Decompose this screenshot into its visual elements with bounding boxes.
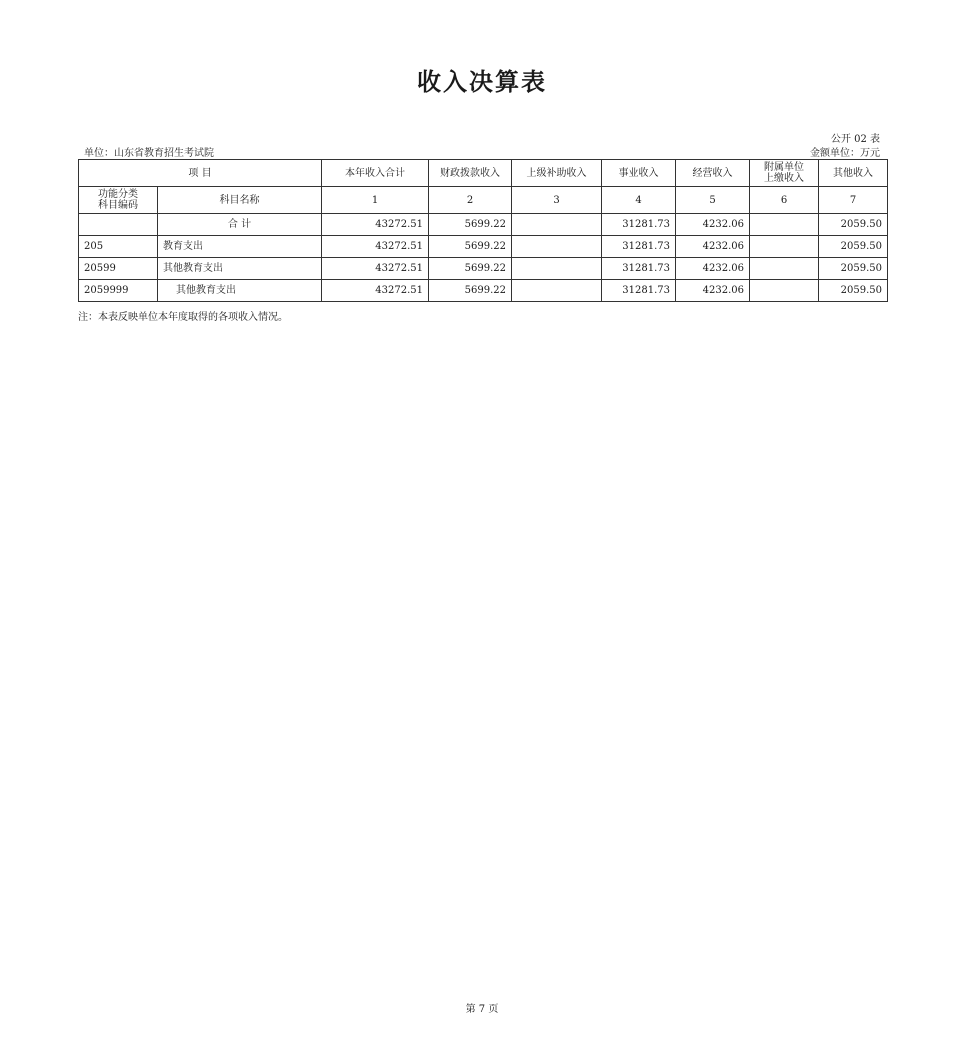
col-header: 本年收入合计: [322, 160, 429, 187]
row-value: [512, 258, 602, 280]
row-value: 2059.50: [819, 214, 888, 236]
row-value: [750, 236, 819, 258]
col-index: 3: [512, 187, 602, 214]
header-item: 项 目: [79, 160, 322, 187]
row-code: 205: [79, 236, 158, 258]
row-value: [750, 280, 819, 302]
row-value: 5699.22: [429, 236, 512, 258]
col-header: 经营收入: [676, 160, 750, 187]
col-header: 上级补助收入: [512, 160, 602, 187]
amount-unit: 金额单位：万元: [810, 148, 880, 159]
col-index: 2: [429, 187, 512, 214]
total-row: [79, 214, 888, 236]
col-header: 财政拨款收入: [429, 160, 512, 187]
table-row: [79, 236, 888, 258]
table-note: 注：本表反映单位本年度取得的各项收入情况。: [78, 312, 288, 323]
form-number: 公开 02 表: [830, 134, 880, 145]
income-table: [78, 159, 888, 302]
row-value: 5699.22: [429, 214, 512, 236]
header-func-code: 功能分类 科目编码: [79, 187, 158, 214]
row-value: 2059.50: [819, 280, 888, 302]
row-value: 5699.22: [429, 280, 512, 302]
row-subject-name: 教育支出: [158, 236, 322, 258]
col-header: 其他收入: [819, 160, 888, 187]
row-value: [750, 258, 819, 280]
row-value: 43272.51: [322, 214, 429, 236]
col-header: 附属单位 上缴收入: [750, 160, 819, 187]
row-value: 4232.06: [676, 214, 750, 236]
row-value: 31281.73: [602, 214, 676, 236]
header-row: [79, 160, 888, 187]
row-value: 5699.22: [429, 258, 512, 280]
row-value: [512, 214, 602, 236]
row-value: 4232.06: [676, 258, 750, 280]
table-row: [79, 258, 888, 280]
row-value: 43272.51: [322, 236, 429, 258]
col-index: 1: [322, 187, 429, 214]
row-value: [750, 214, 819, 236]
row-subject-name: 合 计: [158, 214, 322, 236]
row-subject-name: 其他教育支出: [158, 258, 322, 280]
row-value: [512, 280, 602, 302]
page-title: 收入决算表: [417, 67, 547, 96]
row-value: 43272.51: [322, 258, 429, 280]
row-value: 4232.06: [676, 236, 750, 258]
row-value: 2059.50: [819, 258, 888, 280]
row-value: 4232.06: [676, 280, 750, 302]
col-index: 4: [602, 187, 676, 214]
row-code: [79, 214, 158, 236]
unit-row: [84, 144, 880, 158]
col-index: 7: [819, 187, 888, 214]
row-value: 31281.73: [602, 236, 676, 258]
row-subject-name: 其他教育支出: [158, 280, 322, 302]
header-subject-name: 科目名称: [158, 187, 322, 214]
col-header: 事业收入: [602, 160, 676, 187]
unit-label: 单位：山东省教育招生考试院: [84, 148, 214, 159]
page-number: 第 7 页: [465, 1004, 499, 1015]
row-value: 2059.50: [819, 236, 888, 258]
row-value: 31281.73: [602, 258, 676, 280]
table-row: [79, 280, 888, 302]
row-value: 31281.73: [602, 280, 676, 302]
row-value: [512, 236, 602, 258]
row-code: 2059999: [79, 280, 158, 302]
subheader-row: [79, 187, 888, 214]
col-index: 6: [750, 187, 819, 214]
col-index: 5: [676, 187, 750, 214]
row-code: 20599: [79, 258, 158, 280]
row-value: 43272.51: [322, 280, 429, 302]
